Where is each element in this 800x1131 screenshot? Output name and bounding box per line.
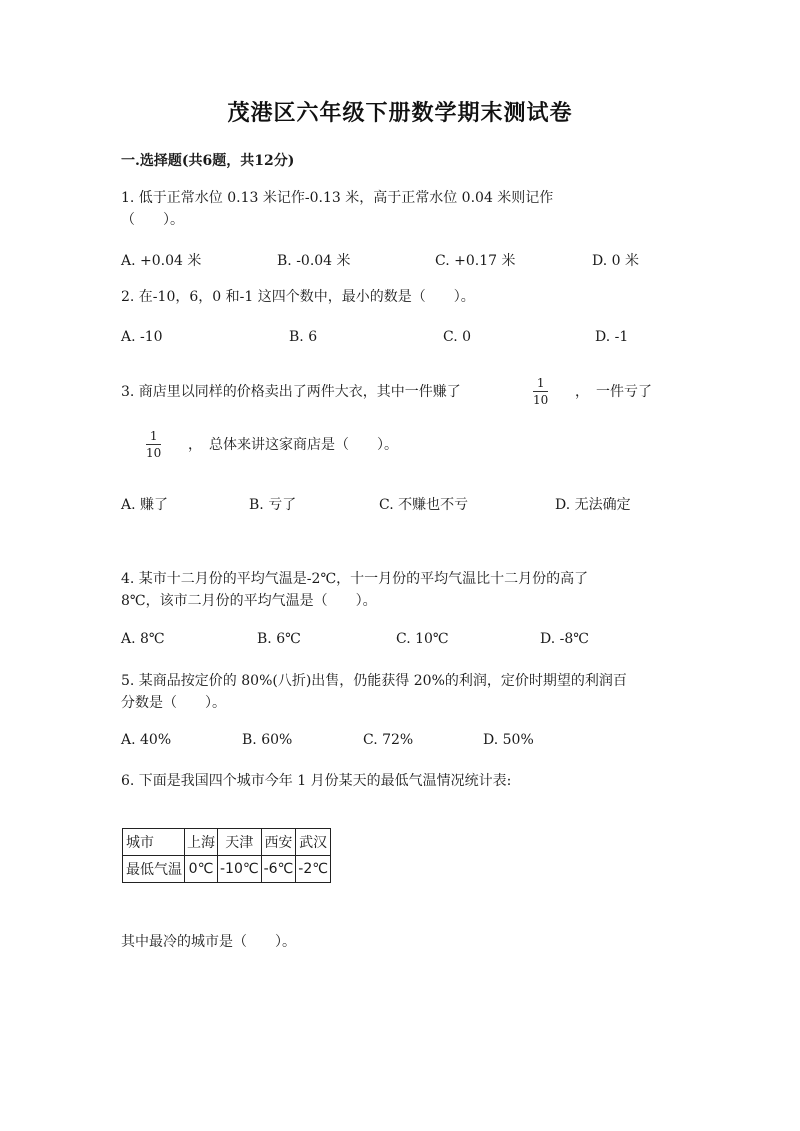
fraction-one-tenth-2 [146, 429, 161, 460]
table-header-cell: 上海 [185, 829, 218, 856]
question-6-prompt: 其中最冷的城市是（ ）。 [121, 934, 296, 950]
q5-option-a: A. 40% [121, 732, 172, 748]
question-4-line-2: 8℃，该市二月份的平均气温是（ ）。 [121, 593, 377, 609]
table-cell: 最低气温 [123, 856, 185, 883]
q4-option-a: A. 8℃ [121, 631, 165, 647]
table-cell: -2℃ [296, 856, 331, 883]
fraction-denominator: 10 [146, 446, 162, 460]
question-3-part-1: 3. 商店里以同样的价格卖出了两件大衣，其中一件赚了 [121, 384, 461, 400]
fraction-bar [146, 444, 161, 445]
page-title: 茂港区六年级下册数学期末测试卷 [227, 101, 573, 126]
table-row [123, 856, 331, 883]
fraction-one-tenth [533, 376, 548, 407]
q2-option-a: A. -10 [121, 329, 163, 345]
table-header-cell: 城市 [123, 829, 185, 856]
table-header-cell: 天津 [218, 829, 262, 856]
fraction-numerator: 1 [536, 376, 545, 390]
question-5-line-2: 分数是（ ）。 [121, 695, 226, 711]
q3-option-c: C. 不赚也不亏 [379, 497, 469, 513]
q5-option-c: C. 72% [363, 732, 414, 748]
question-5-line-1: 5. 某商品按定价的 80%(八折)出售，仍能获得 20%的利润，定价时期望的利润百 [121, 673, 627, 689]
table-header-cell: 西安 [261, 829, 296, 856]
q5-option-b: B. 60% [242, 732, 293, 748]
question-1-line-1: 1. 低于正常水位 0.13 米记作-0.13 米，高于正常水位 0.04 米则记作 [121, 190, 554, 206]
q3-option-b: B. 亏了 [249, 497, 297, 513]
table-cell: 0℃ [185, 856, 218, 883]
table-header-cell: 武汉 [296, 829, 331, 856]
q1-option-b: B. -0.04 米 [277, 253, 351, 269]
fraction-bar [533, 391, 548, 392]
q2-option-c: C. 0 [443, 329, 472, 345]
q3-option-d: D. 无法确定 [555, 497, 631, 513]
table-cell: -6℃ [261, 856, 296, 883]
q1-option-c: C. +0.17 米 [435, 253, 516, 269]
section-heading: 一.选择题(共6题，共12分) [121, 153, 295, 169]
q2-option-b: B. 6 [289, 329, 318, 345]
fraction-numerator: 1 [149, 429, 158, 443]
q3-option-a: A. 赚了 [121, 497, 169, 513]
question-6: 6. 下面是我国四个城市今年 1 月份某天的最低气温情况统计表: [121, 773, 512, 789]
q5-option-d: D. 50% [483, 732, 534, 748]
question-4-line-1: 4. 某市十二月份的平均气温是-2℃，十一月份的平均气温比十二月份的高了 [121, 571, 589, 587]
q1-option-a: A. +0.04 米 [121, 253, 202, 269]
fraction-denominator: 10 [533, 393, 549, 407]
q4-option-b: B. 6℃ [257, 631, 301, 647]
q1-option-d: D. 0 米 [592, 253, 639, 269]
table-row [123, 829, 331, 856]
q4-option-d: D. -8℃ [540, 631, 589, 647]
question-3-part-2: ， 一件亏了 [575, 384, 652, 400]
q2-option-d: D. -1 [595, 329, 629, 345]
question-2: 2. 在-10，6，0 和-1 这四个数中，最小的数是（ ）。 [121, 289, 475, 305]
temperature-table [122, 828, 331, 883]
q4-option-c: C. 10℃ [396, 631, 449, 647]
question-3-part-3: ， 总体来讲这家商店是（ ）。 [188, 437, 398, 453]
table-cell: -10℃ [218, 856, 262, 883]
question-1-line-2: （ ）。 [121, 212, 184, 228]
